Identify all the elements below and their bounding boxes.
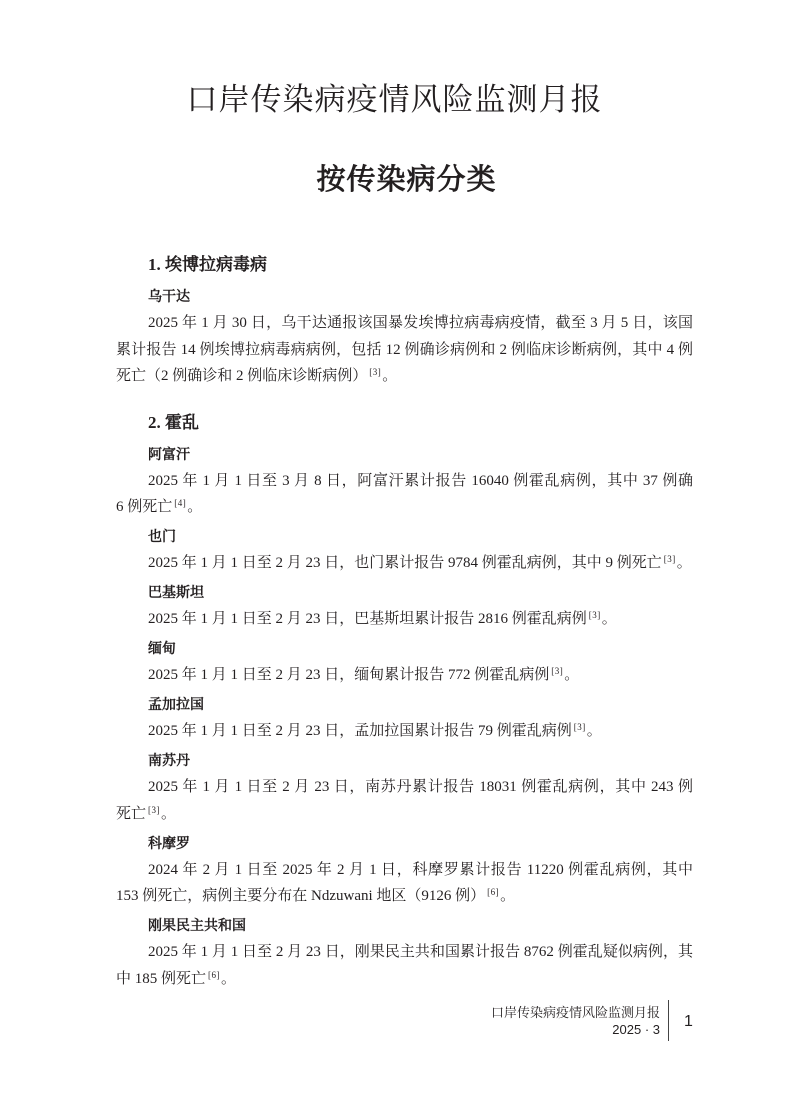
paragraph-line: 2025 年 1 月 30 日，乌干达通报该国暴发埃博拉病毒病疫情，截至 3 月 5 日，该国 xyxy=(148,315,693,331)
citation-ref: [3] xyxy=(588,610,601,620)
line-text: 2025 年 1 月 1 日至 2 月 23 日，也门累计报告 9784 例霍乱病例，其中 9 例死亡 xyxy=(148,555,662,571)
paragraph xyxy=(116,857,693,910)
country-entry-yemen xyxy=(116,522,693,577)
citation-ref: [4] xyxy=(174,498,187,508)
citation-ref: [6] xyxy=(487,887,500,897)
country-entry-pakistan xyxy=(116,578,693,633)
paragraph-line: 2025 年 1 月 1 日至 2 月 23 日，南苏丹累计报告 18031 例霍乱病例，其中 243 例 xyxy=(148,779,693,795)
citation-ref: [3] xyxy=(551,666,564,676)
country-entry-uganda xyxy=(116,282,693,390)
country-entry-myanmar xyxy=(116,634,693,689)
line-text: 153 例死亡，病例主要分布在 Ndzuwani 地区（9126 例） xyxy=(116,888,486,904)
paragraph xyxy=(116,468,693,521)
paragraph-line xyxy=(116,718,693,745)
section-heading: 1. 埃博拉病毒病 xyxy=(148,255,267,274)
line-text: 2025 年 1 月 1 日至 2 月 23 日，孟加拉国累计报告 79 例霍乱病例 xyxy=(148,723,572,739)
paragraph-line xyxy=(116,883,693,910)
footer-divider xyxy=(668,1000,669,1041)
paragraph-line xyxy=(116,606,693,633)
paragraph-line xyxy=(116,550,693,577)
page-number: 1 xyxy=(684,1013,693,1030)
country-heading: 科摩罗 xyxy=(148,834,190,851)
line-text: 2025 年 1 月 1 日至 2 月 23 日，缅甸累计报告 772 例霍乱病例 xyxy=(148,667,550,683)
sentence-end: 。 xyxy=(221,970,237,987)
report-body xyxy=(116,250,693,994)
sentence-end: 。 xyxy=(187,499,203,515)
category-subtitle: 按传染病分类 xyxy=(316,164,497,196)
citation-ref: [3] xyxy=(369,367,382,377)
country-heading: 阿富汗 xyxy=(148,445,190,462)
country-entry-bangladesh xyxy=(116,690,693,745)
country-heading: 南苏丹 xyxy=(148,752,190,768)
paragraph-line xyxy=(116,801,693,828)
sentence-end: 。 xyxy=(500,888,516,904)
paragraph xyxy=(116,606,693,633)
paragraph-line: 2024 年 2 月 1 日至 2025 年 2 月 1 日，科摩罗累计报告 11220 例霍乱病例，其中 xyxy=(148,861,693,878)
paragraph-line xyxy=(116,662,693,689)
country-entry-dr-congo xyxy=(116,911,693,992)
paragraph xyxy=(116,774,693,827)
country-entry-afghanistan xyxy=(116,440,693,521)
sentence-end: 。 xyxy=(601,611,617,627)
country-entry-south-sudan xyxy=(116,746,693,827)
sentence-end: 。 xyxy=(161,805,177,822)
line-text: 死亡 xyxy=(116,805,147,822)
paragraph xyxy=(116,550,693,577)
paragraph-line: 2025 年 1 月 1 日至 2 月 23 日，刚果民主共和国累计报告 8762 例霍乱疑似病例，其 xyxy=(148,944,693,960)
paragraph xyxy=(116,939,693,992)
paragraph-line: 2025 年 1 月 1 日至 3 月 8 日，阿富汗累计报告 16040 例霍乱病例，其中 37 例确 xyxy=(148,472,693,489)
country-heading: 刚果民主共和国 xyxy=(148,917,246,933)
country-entry-comoros xyxy=(116,829,693,910)
citation-ref: [3] xyxy=(663,554,676,564)
line-text: 中 185 例死亡 xyxy=(116,970,207,987)
line-text: 6 例死亡 xyxy=(116,499,173,515)
sentence-end: 。 xyxy=(586,723,602,739)
paragraph-line: 累计报告 14 例埃博拉病毒病病例，包括 12 例确诊病例和 2 例临床诊断病例，其中 4 例 xyxy=(116,341,693,358)
section-cholera xyxy=(116,408,693,993)
paragraph xyxy=(116,310,693,390)
paragraph-line xyxy=(116,966,693,993)
country-heading: 巴基斯坦 xyxy=(148,584,204,600)
line-text: 2025 年 1 月 1 日至 2 月 23 日，巴基斯坦累计报告 2816 例霍乱病例 xyxy=(148,611,587,627)
paragraph-line xyxy=(116,494,693,521)
line-text: 死亡（2 例确诊和 2 例临床诊断病例） xyxy=(116,368,368,384)
citation-ref: [3] xyxy=(148,804,161,815)
paragraph-line xyxy=(116,363,693,390)
document-title: 口岸传染病疫情风险监测月报 xyxy=(186,82,603,117)
sentence-end: 。 xyxy=(382,368,398,384)
sentence-end: 。 xyxy=(564,667,580,683)
country-heading: 孟加拉国 xyxy=(148,696,204,712)
footer-journal-name: 口岸传染病疫情风险监测月报 xyxy=(490,1005,660,1020)
country-heading: 缅甸 xyxy=(148,640,176,656)
sentence-end: 。 xyxy=(676,555,692,571)
footer-issue: 2025 · 3 xyxy=(612,1022,660,1037)
section-ebola xyxy=(116,250,693,390)
country-heading: 也门 xyxy=(148,528,176,544)
citation-ref: [6] xyxy=(208,969,221,980)
citation-ref: [3] xyxy=(573,722,586,732)
paragraph xyxy=(116,662,693,689)
paragraph xyxy=(116,718,693,745)
country-heading: 乌干达 xyxy=(148,288,190,304)
section-heading: 2. 霍乱 xyxy=(148,412,199,432)
